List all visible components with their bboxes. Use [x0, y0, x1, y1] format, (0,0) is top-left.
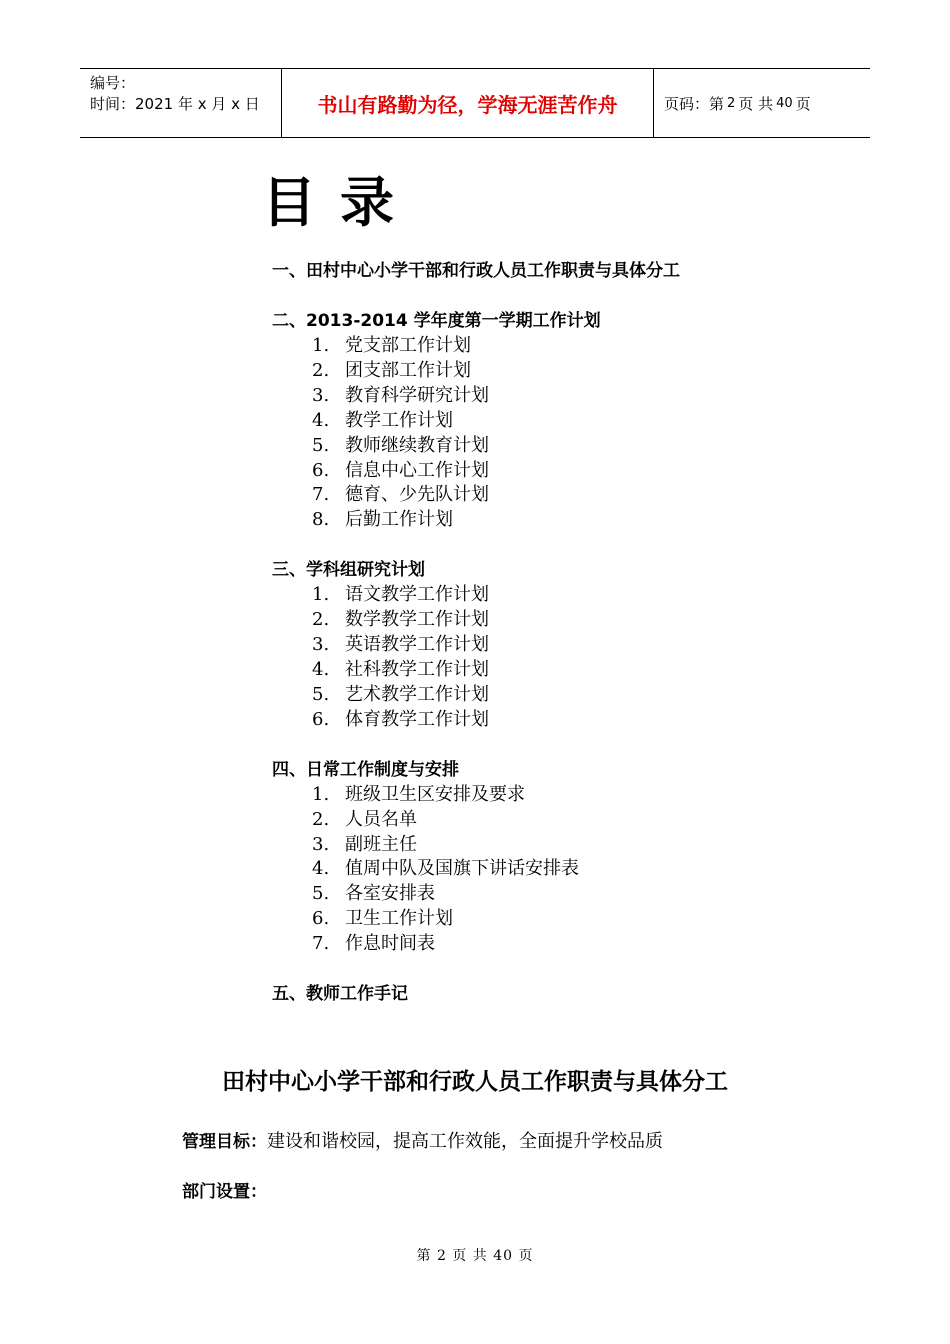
- header-page-info: [654, 69, 870, 137]
- goal-text: 建设和谐校园，提高工作效能，全面提升学校品质: [267, 1131, 663, 1152]
- department-setup: [182, 1180, 267, 1204]
- toc-item: [272, 359, 892, 384]
- toc-item: [272, 508, 892, 533]
- toc-item: [272, 683, 892, 708]
- toc-item-text: 体育教学工作计划: [345, 708, 489, 730]
- page-footer: 第 2 页 共 40 页: [416, 1248, 534, 1264]
- toc-item-text: 教师继续教育计划: [345, 434, 489, 456]
- toc-item-text: 数学教学工作计划: [345, 609, 489, 631]
- header-motto: 书山有路勤为径，学海无涯苦作舟: [282, 69, 654, 137]
- toc-item: [272, 434, 892, 459]
- toc-title: 目录: [262, 171, 418, 234]
- toc-item-number: 1.: [312, 335, 330, 356]
- toc-item: [272, 857, 892, 882]
- toc-item-text: 语文教学工作计划: [345, 584, 489, 606]
- toc-item: [272, 483, 892, 508]
- toc-spacer: [272, 533, 892, 558]
- header-number-label: 编号：: [90, 74, 136, 92]
- toc-item-text: 德育、少先队计划: [345, 484, 489, 506]
- goal-label: 管理目标：: [182, 1132, 267, 1152]
- toc-item-number: 8.: [312, 509, 330, 531]
- header-page-mid: 页 共: [738, 94, 774, 113]
- toc-item: [272, 808, 892, 833]
- header-time-label: 时间：2021 年 x 月 x 日: [90, 95, 260, 113]
- toc-item-number: 2.: [312, 609, 330, 631]
- toc-item-text: 班级卫生区安排及要求: [345, 783, 525, 805]
- toc-item-number: 3.: [312, 634, 330, 656]
- toc-item-number: 4.: [312, 409, 330, 431]
- toc-item: [272, 882, 892, 907]
- toc-item-text: 信息中心工作计划: [345, 459, 489, 481]
- toc-item-text: 教育科学研究计划: [345, 384, 489, 406]
- toc-item: [272, 633, 892, 658]
- toc-item-number: 1.: [312, 584, 330, 606]
- toc-item-list: [272, 783, 892, 957]
- toc-item-number: 6.: [312, 459, 330, 481]
- toc-item: [272, 334, 892, 359]
- toc-item: [272, 658, 892, 683]
- toc-spacer: [272, 957, 892, 982]
- toc-item-text: 值周中队及国旗下讲话安排表: [345, 858, 579, 880]
- management-goal: [182, 1130, 663, 1154]
- toc-item-list: [272, 583, 892, 732]
- header-page-suffix: 页: [795, 94, 811, 113]
- toc-item-text: 卫生工作计划: [345, 908, 453, 930]
- toc-item-text: 人员名单: [345, 808, 417, 830]
- toc-section-heading: 五、教师工作手记: [272, 984, 408, 1005]
- dept-label: 部门设置：: [182, 1182, 267, 1202]
- toc-item-number: 5.: [312, 434, 330, 456]
- toc-spacer: [272, 733, 892, 758]
- toc-item-text: 英语教学工作计划: [345, 634, 489, 656]
- toc-item: [272, 932, 892, 957]
- toc-item-number: 6.: [312, 708, 330, 730]
- toc-item-number: 7.: [312, 933, 330, 955]
- header-page-current: 2: [727, 95, 736, 111]
- toc-section-heading: 二、2013-2014 学年度第一学期工作计划: [272, 311, 601, 331]
- toc-item: [272, 708, 892, 733]
- toc-section-heading: 四、日常工作制度与安排: [272, 759, 459, 780]
- toc-item: [272, 384, 892, 409]
- toc-item: [272, 608, 892, 633]
- toc-item: [272, 907, 892, 932]
- toc-item: [272, 783, 892, 808]
- toc-item-number: 5.: [312, 883, 330, 905]
- toc-item-number: 2.: [312, 808, 330, 830]
- table-of-contents: [272, 259, 892, 1007]
- toc-item-number: 3.: [312, 384, 330, 406]
- toc-item-number: 1.: [312, 783, 330, 805]
- toc-item-number: 5.: [312, 683, 330, 705]
- toc-item-list: [272, 334, 892, 533]
- header-page-total: 40: [776, 95, 793, 111]
- toc-item: [272, 583, 892, 608]
- toc-item-number: 7.: [312, 484, 330, 506]
- document-title: 田村中心小学干部和行政人员工作职责与具体分工: [222, 1069, 728, 1095]
- toc-item-text: 艺术教学工作计划: [345, 683, 489, 705]
- toc-item-number: 2.: [312, 359, 330, 381]
- toc-item-text: 后勤工作计划: [345, 509, 453, 531]
- toc-item-number: 4.: [312, 658, 330, 680]
- toc-item-number: 4.: [312, 858, 330, 880]
- toc-item-text: 教学工作计划: [345, 409, 453, 431]
- toc-item: [272, 459, 892, 484]
- header-page-prefix: 页码：第: [664, 94, 725, 113]
- toc-item-text: 团支部工作计划: [345, 359, 471, 381]
- toc-item-number: 6.: [312, 908, 330, 930]
- toc-item-text: 各室安排表: [345, 883, 435, 905]
- toc-spacer: [272, 284, 892, 309]
- toc-item-text: 副班主任: [345, 833, 417, 855]
- toc-item-text: 作息时间表: [345, 933, 435, 955]
- toc-item: [272, 409, 892, 434]
- page-header: [80, 68, 870, 138]
- header-meta: [80, 69, 282, 137]
- toc-section-heading: 三、学科组研究计划: [272, 560, 425, 581]
- toc-item-text: 社科教学工作计划: [345, 658, 489, 680]
- toc-item: [272, 833, 892, 858]
- toc-item-number: 3.: [312, 833, 330, 855]
- toc-section-heading: 一、田村中心小学干部和行政人员工作职责与具体分工: [272, 261, 680, 281]
- toc-item-text: 党支部工作计划: [345, 335, 471, 356]
